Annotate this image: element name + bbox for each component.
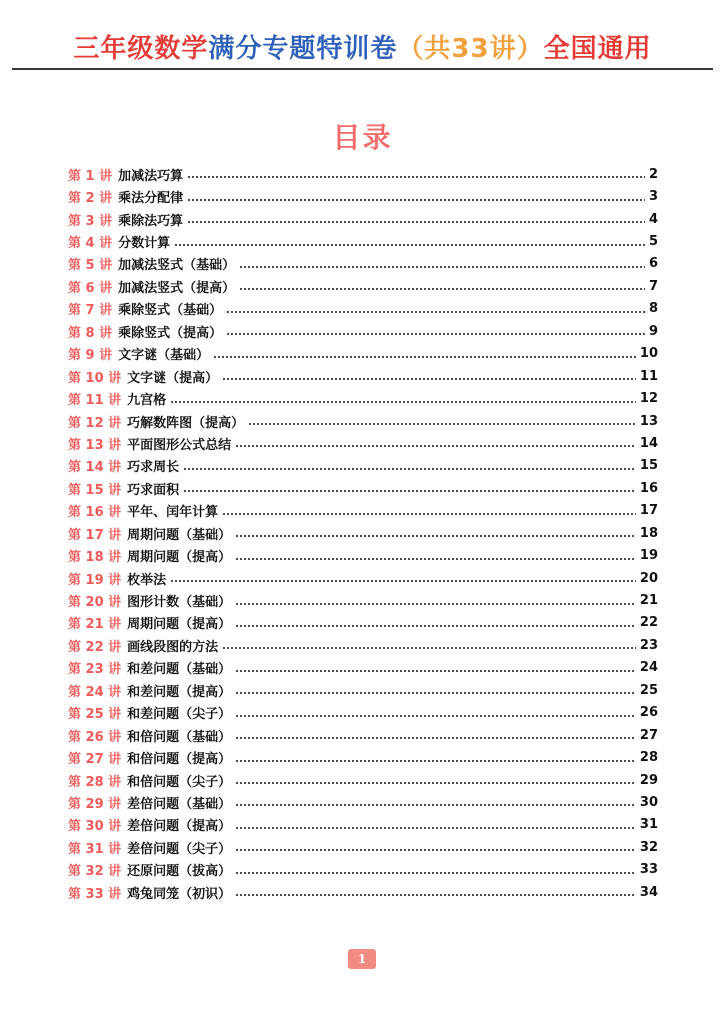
lecture-number: 第 12 讲 xyxy=(68,415,122,431)
lecture-title: 巧求面积 xyxy=(127,482,180,498)
lecture-page-number: 4 xyxy=(648,211,658,227)
toc-entry[interactable] xyxy=(68,836,658,858)
lecture-number: 第 1 讲 xyxy=(68,168,113,184)
toc-entry[interactable] xyxy=(68,343,658,365)
dot-leader xyxy=(170,579,636,583)
lecture-number: 第 15 讲 xyxy=(68,482,122,498)
dot-leader xyxy=(187,175,645,179)
toc-entry[interactable] xyxy=(68,589,658,611)
lecture-number: 第 28 讲 xyxy=(68,774,122,790)
lecture-title: 乘除竖式（提高） xyxy=(118,325,223,341)
lecture-page-number: 29 xyxy=(639,772,658,788)
lecture-number: 第 17 讲 xyxy=(68,527,122,543)
lecture-page-number: 2 xyxy=(648,166,658,182)
lecture-number: 第 10 讲 xyxy=(68,370,122,386)
lecture-page-number: 21 xyxy=(639,593,658,609)
lecture-number: 第 16 讲 xyxy=(68,505,122,521)
lecture-number: 第 29 讲 xyxy=(68,796,122,812)
lecture-title: 差倍问题（尖子） xyxy=(127,841,232,857)
toc-entry[interactable] xyxy=(68,320,658,342)
dot-leader xyxy=(239,265,645,269)
lecture-page-number: 22 xyxy=(639,615,658,631)
page-header xyxy=(0,0,725,70)
dot-leader xyxy=(248,422,636,426)
lecture-page-number: 12 xyxy=(639,391,658,407)
toc-entry[interactable] xyxy=(68,163,658,185)
toc-entry[interactable] xyxy=(68,679,658,701)
lecture-page-number: 5 xyxy=(648,234,658,250)
lecture-page-number: 18 xyxy=(639,525,658,541)
lecture-title: 乘法分配律 xyxy=(118,191,184,207)
lecture-title: 乘除法巧算 xyxy=(118,213,184,229)
lecture-page-number: 7 xyxy=(648,278,658,294)
table-of-contents xyxy=(68,163,658,903)
lecture-page-number: 30 xyxy=(639,794,658,810)
header-divider xyxy=(12,68,713,70)
toc-entry[interactable] xyxy=(68,365,658,387)
dot-leader xyxy=(226,310,645,314)
toc-entry[interactable] xyxy=(68,298,658,320)
lecture-title: 画线段图的方法 xyxy=(127,639,219,655)
title-part: （共33讲） xyxy=(397,34,544,64)
toc-entry[interactable] xyxy=(68,769,658,791)
dot-leader xyxy=(213,355,636,359)
toc-entry[interactable] xyxy=(68,455,658,477)
dot-leader xyxy=(222,512,636,516)
toc-entry[interactable] xyxy=(68,702,658,724)
lecture-page-number: 10 xyxy=(639,346,658,362)
dot-leader xyxy=(235,714,636,718)
lecture-number: 第 32 讲 xyxy=(68,864,122,880)
toc-entry[interactable] xyxy=(68,410,658,432)
toc-entry[interactable] xyxy=(68,275,658,297)
dot-leader xyxy=(235,781,636,785)
toc-entry[interactable] xyxy=(68,230,658,252)
lecture-page-number: 31 xyxy=(639,817,658,833)
lecture-page-number: 3 xyxy=(648,189,658,205)
dot-leader xyxy=(183,489,636,493)
lecture-page-number: 23 xyxy=(639,637,658,653)
lecture-page-number: 16 xyxy=(639,480,658,496)
toc-entry[interactable] xyxy=(68,477,658,499)
dot-leader xyxy=(235,534,636,538)
dot-leader xyxy=(235,871,636,875)
lecture-title: 周期问题（提高） xyxy=(127,550,232,566)
lecture-title: 周期问题（基础） xyxy=(127,527,232,543)
lecture-number: 第 8 讲 xyxy=(68,325,113,341)
lecture-number: 第 18 讲 xyxy=(68,550,122,566)
dot-leader xyxy=(222,646,636,650)
lecture-title: 平年、闰年计算 xyxy=(127,505,219,521)
lecture-title: 和倍问题（尖子） xyxy=(127,774,232,790)
lecture-title: 加减法巧算 xyxy=(118,168,184,184)
lecture-page-number: 13 xyxy=(639,413,658,429)
toc-entry[interactable] xyxy=(68,185,658,207)
lecture-title: 差倍问题（提高） xyxy=(127,819,232,835)
dot-leader xyxy=(235,444,636,448)
lecture-number: 第 25 讲 xyxy=(68,707,122,723)
dot-leader xyxy=(174,243,645,247)
lecture-number: 第 19 讲 xyxy=(68,572,122,588)
toc-entry[interactable] xyxy=(68,612,658,634)
lecture-title: 图形计数（基础） xyxy=(127,595,232,611)
lecture-title: 周期问题（提高） xyxy=(127,617,232,633)
lecture-page-number: 8 xyxy=(648,301,658,317)
toc-entry[interactable] xyxy=(68,387,658,409)
dot-leader xyxy=(187,198,645,202)
lecture-number: 第 26 讲 xyxy=(68,729,122,745)
lecture-title: 巧求周长 xyxy=(127,460,180,476)
lecture-number: 第 3 讲 xyxy=(68,213,113,229)
dot-leader xyxy=(235,557,636,561)
lecture-page-number: 15 xyxy=(639,458,658,474)
lecture-number: 第 9 讲 xyxy=(68,348,113,364)
lecture-page-number: 24 xyxy=(639,660,658,676)
dot-leader xyxy=(235,602,636,606)
toc-entry[interactable] xyxy=(68,208,658,230)
toc-entry[interactable] xyxy=(68,544,658,566)
dot-leader xyxy=(222,377,636,381)
lecture-title: 枚举法 xyxy=(127,572,167,588)
lecture-page-number: 6 xyxy=(648,256,658,272)
document-title xyxy=(0,28,725,65)
lecture-title: 九宫格 xyxy=(127,393,167,409)
lecture-title: 差倍问题（基础） xyxy=(127,796,232,812)
lecture-number: 第 23 讲 xyxy=(68,662,122,678)
toc-entry[interactable] xyxy=(68,432,658,454)
toc-entry[interactable] xyxy=(68,253,658,275)
lecture-number: 第 6 讲 xyxy=(68,280,113,296)
toc-entry[interactable] xyxy=(68,634,658,656)
lecture-title: 和倍问题（提高） xyxy=(127,752,232,768)
dot-leader xyxy=(235,803,636,807)
lecture-number: 第 5 讲 xyxy=(68,258,113,274)
lecture-page-number: 28 xyxy=(639,750,658,766)
lecture-number: 第 21 讲 xyxy=(68,617,122,633)
lecture-page-number: 27 xyxy=(639,727,658,743)
toc-entry[interactable] xyxy=(68,859,658,881)
title-part: 全国通用 xyxy=(543,34,652,64)
dot-leader xyxy=(183,467,636,471)
lecture-page-number: 33 xyxy=(639,862,658,878)
dot-leader xyxy=(235,893,636,897)
toc-entry[interactable] xyxy=(68,881,658,903)
lecture-title: 和倍问题（基础） xyxy=(127,729,232,745)
dot-leader xyxy=(226,332,645,336)
toc-entry[interactable] xyxy=(68,567,658,589)
title-part: 满分专题特训卷 xyxy=(208,34,398,64)
dot-leader xyxy=(235,691,636,695)
lecture-title: 和差问题（尖子） xyxy=(127,707,232,723)
lecture-number: 第 30 讲 xyxy=(68,819,122,835)
toc-entry[interactable] xyxy=(68,522,658,544)
lecture-number: 第 31 讲 xyxy=(68,841,122,857)
lecture-title: 乘除竖式（基础） xyxy=(118,303,223,319)
lecture-title: 分数计算 xyxy=(118,236,171,252)
lecture-title: 平面图形公式总结 xyxy=(127,437,232,453)
lecture-number: 第 24 讲 xyxy=(68,684,122,700)
lecture-title: 和差问题（基础） xyxy=(127,662,232,678)
lecture-title: 加减法竖式（基础） xyxy=(118,258,236,274)
lecture-page-number: 19 xyxy=(639,548,658,564)
lecture-page-number: 9 xyxy=(648,323,658,339)
toc-entry[interactable] xyxy=(68,724,658,746)
lecture-title: 文字谜（提高） xyxy=(127,370,219,386)
lecture-title: 和差问题（提高） xyxy=(127,684,232,700)
lecture-page-number: 17 xyxy=(639,503,658,519)
lecture-number: 第 22 讲 xyxy=(68,639,122,655)
lecture-number: 第 2 讲 xyxy=(68,191,113,207)
lecture-number: 第 20 讲 xyxy=(68,595,122,611)
dot-leader xyxy=(235,624,636,628)
lecture-title: 巧解数阵图（提高） xyxy=(127,415,245,431)
toc-entry[interactable] xyxy=(68,814,658,836)
lecture-number: 第 11 讲 xyxy=(68,393,122,409)
lecture-number: 第 27 讲 xyxy=(68,752,122,768)
lecture-page-number: 20 xyxy=(639,570,658,586)
lecture-title: 加减法竖式（提高） xyxy=(118,280,236,296)
page-number-badge: 1 xyxy=(348,949,376,969)
lecture-number: 第 7 讲 xyxy=(68,303,113,319)
toc-entry[interactable] xyxy=(68,657,658,679)
toc-heading: 目录 xyxy=(332,121,393,154)
dot-leader xyxy=(235,848,636,852)
dot-leader xyxy=(235,736,636,740)
lecture-page-number: 11 xyxy=(639,368,658,384)
dot-leader xyxy=(235,759,636,763)
dot-leader xyxy=(170,400,636,404)
toc-entry[interactable] xyxy=(68,791,658,813)
lecture-page-number: 26 xyxy=(639,705,658,721)
title-part: 三年级数学 xyxy=(73,34,209,64)
toc-entry[interactable] xyxy=(68,500,658,522)
dot-leader xyxy=(235,826,636,830)
lecture-page-number: 25 xyxy=(639,682,658,698)
lecture-number: 第 13 讲 xyxy=(68,437,122,453)
lecture-number: 第 14 讲 xyxy=(68,460,122,476)
lecture-title: 还原问题（拔高） xyxy=(127,864,232,880)
toc-entry[interactable] xyxy=(68,746,658,768)
lecture-number: 第 33 讲 xyxy=(68,886,122,902)
lecture-title: 文字谜（基础） xyxy=(118,348,210,364)
lecture-page-number: 32 xyxy=(639,839,658,855)
dot-leader xyxy=(235,669,636,673)
lecture-title: 鸡兔同笼（初识） xyxy=(127,886,232,902)
lecture-page-number: 34 xyxy=(639,884,658,900)
dot-leader xyxy=(239,287,645,291)
lecture-number: 第 4 讲 xyxy=(68,236,113,252)
dot-leader xyxy=(187,220,645,224)
lecture-page-number: 14 xyxy=(639,435,658,451)
